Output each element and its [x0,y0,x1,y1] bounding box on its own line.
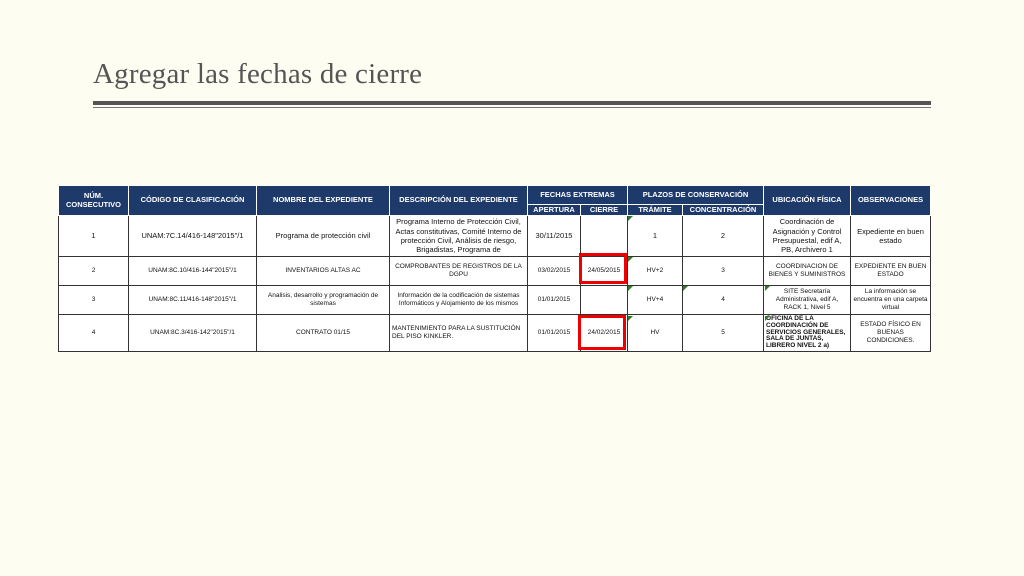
cell-codigo: UNAM:8C.10/416-144"2015"/1 [129,257,257,286]
cell-comment-marker [765,316,770,321]
cell-concentracion: 5 [683,315,764,352]
cell-apertura: 03/02/2015 [528,257,581,286]
title-underline-thin [93,107,931,108]
cell-tramite: HV+4 [628,286,683,315]
table-row [59,286,931,315]
title-underline-thick [93,101,931,105]
cell-codigo: UNAM:7C.14/416-148"2015"/1 [129,216,257,257]
header-codigo: CÓDIGO DE CLASIFICACIÓN [129,186,257,216]
header-fechas-extremas: FECHAS EXTREMAS [528,186,628,205]
cell-num: 4 [59,315,129,352]
header-plazos: PLAZOS DE CONSERVACIÓN [628,186,764,205]
cell-ubicacion-text: Coordinación de Asignación y Control Presupuestal, edif A, PB, Archivero 1 [772,217,842,255]
cell-descripcion: Información de la codificación de sistemas Informáticos y Alojamiento de los mismos [390,286,528,315]
cell-tramite: HV [628,315,683,352]
cell-observaciones: Expediente en buen estado [851,216,931,257]
cell-nombre: INVENTARIOS ALTAS AC [257,257,390,286]
cell-ubicacion: SITE Secretaría Administrativa, edif A, RACK 1, Nivel 5 [764,286,851,315]
highlight-box-cierre-row2 [579,253,627,284]
header-num: NÚM. CONSECUTIVO [59,186,129,216]
cell-descripcion: COMPROBANTES DE REGISTROS DE LA DGPU [390,257,528,286]
highlight-box-cierre-row4 [578,315,626,350]
cell-tramite: HV+2 [628,257,683,286]
header-tramite: TRÁMITE [628,205,683,216]
header-descripcion: DESCRIPCIÓN DEL EXPEDIENTE [390,186,528,216]
cell-tramite: 1 [628,216,683,257]
cell-apertura: 01/01/2015 [528,315,581,352]
cell-ubicacion [764,216,851,257]
header-concentracion: CONCENTRACIÓN [683,205,764,216]
cell-concentracion: 2 [683,216,764,257]
cell-nombre: Analisis, desarrollo y programación de sistemas [257,286,390,315]
cell-num: 2 [59,257,129,286]
cell-num: 1 [59,216,129,257]
cell-apertura: 01/01/2015 [528,286,581,315]
cell-concentracion: 4 [683,286,764,315]
cell-cierre [581,216,628,257]
header-ubicacion: UBICACIÓN FÍSICA [764,186,851,216]
cell-comment-marker [628,216,633,221]
table-row [59,216,931,257]
cell-descripcion [390,216,528,257]
cell-comment-marker [683,286,688,291]
table-row [59,315,931,352]
header-cierre: CIERRE [581,205,628,216]
cell-observaciones: La información se encuentra en una carpeta virtual [851,286,931,315]
table-row [59,257,931,286]
cell-codigo: UNAM:8C.11/416-148"2015"/1 [129,286,257,315]
header-nombre: NOMBRE DEL EXPEDIENTE [257,186,390,216]
slide-title: Agregar las fechas de cierre [93,58,423,90]
cell-cierre [581,286,628,315]
cell-comment-marker [628,286,633,291]
cell-apertura: 30/11/2015 [528,216,581,257]
cell-ubicacion: OFICINA DE LA COORDINACIÓN DE SERVICIOS GENERALES, SALA DE JUNTAS, LIBRERO NIVEL 2 a) [764,315,851,352]
cell-descripcion: MANTENIMIENTO PARA LA SUSTITUCIÓN DEL PISO KINKLER. [390,315,528,352]
cell-codigo: UNAM:8C.3/416-142"2015"/1 [129,315,257,352]
cell-descripcion-text: Programa Interno de Protección Civil, Actas constitutivas, Comité Interno de protección Civil, Análisis de riesgo, Brigadistas, Programa de [395,217,522,255]
cell-comment-marker [628,257,633,262]
cell-cierre: 24/02/2015 [581,315,628,352]
header-observaciones: OBSERVACIONES [851,186,931,216]
records-table [58,185,931,352]
cell-cierre: 24/05/2015 [581,257,628,286]
cell-num: 3 [59,286,129,315]
cell-nombre: Programa de protección civil [257,216,390,257]
cell-observaciones: EXPEDIENTE EN BUEN ESTADO [851,257,931,286]
header-apertura: APERTURA [528,205,581,216]
cell-ubicacion: COORDINACION DE BIENES Y SUMINISTROS [764,257,851,286]
cell-comment-marker [628,316,633,321]
cell-concentracion: 3 [683,257,764,286]
cell-comment-marker [765,286,770,291]
cell-nombre: CONTRATO 01/15 [257,315,390,352]
cell-observaciones: ESTADO FÍSICO EN BUENAS CONDICIONES. [851,315,931,352]
